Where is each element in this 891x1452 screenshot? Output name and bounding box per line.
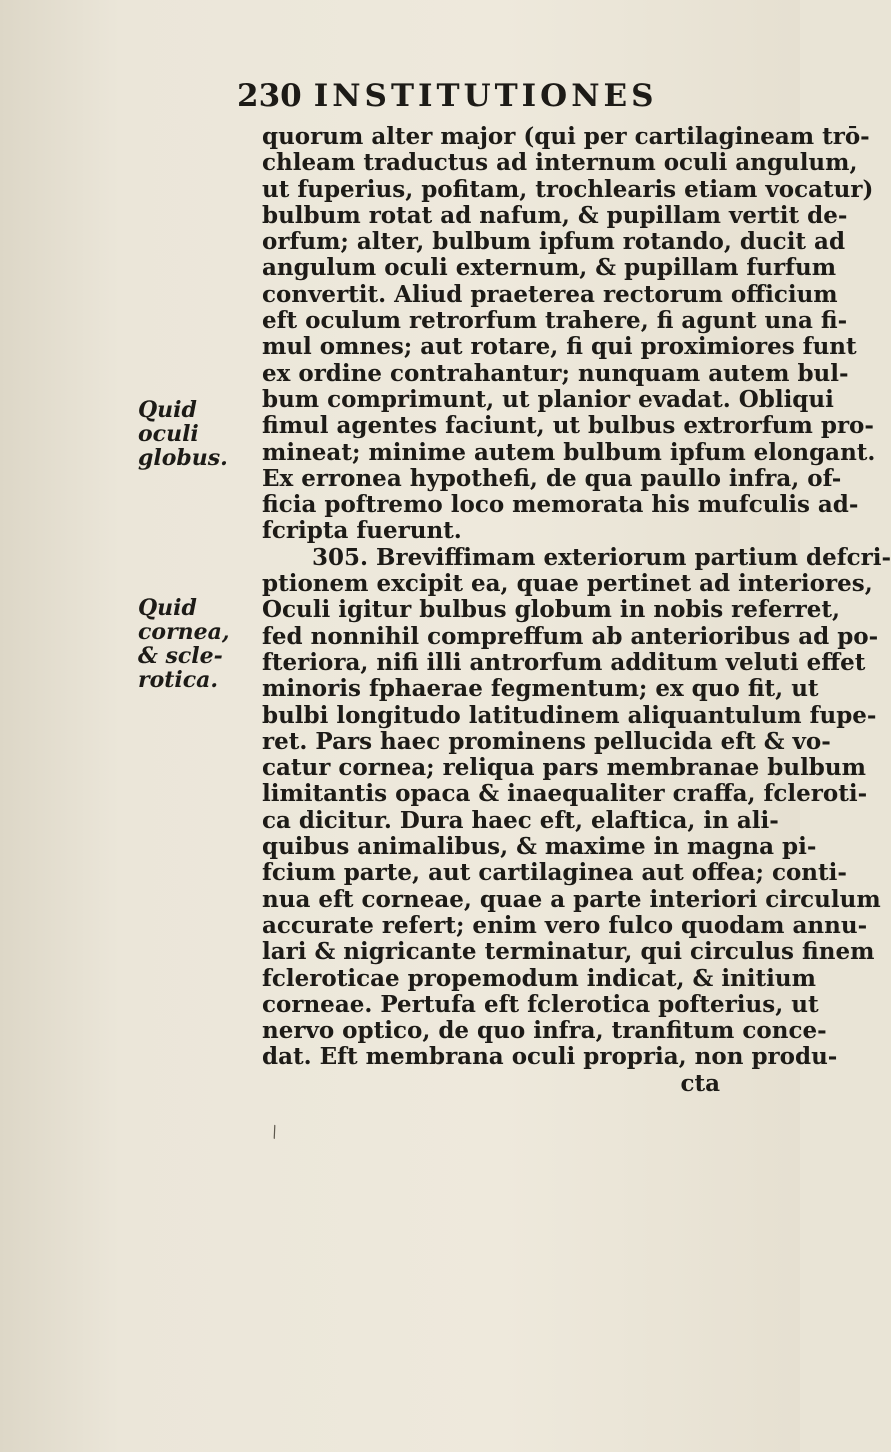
margin-note-line: oculi <box>138 421 199 447</box>
text-line: ptionem excipit ea, quae pertinet ad interiores, <box>262 570 873 598</box>
text-line: ut fuperius, pofitam, trochlearis etiam vocatur) <box>262 175 874 203</box>
main-text <box>262 123 891 1097</box>
text-line: ex ordine contrahantur; nunquam autem bul- <box>262 359 849 387</box>
catchword: cta <box>680 1069 720 1097</box>
page-mark: \ <box>268 1121 281 1142</box>
margin-note-line: Quid <box>138 397 197 423</box>
text-line: limitantis opaca & inaequaliter craffa, fcleroti- <box>262 780 868 808</box>
text-line: ret. Pars haec prominens pellucida eft & vo- <box>262 727 831 755</box>
text-line: convertit. Aliud praeterea rectorum officium <box>262 280 838 308</box>
text-line: mineat; minime autem bulbum ipfum elongant. <box>262 438 876 466</box>
margin-note-line: rotica. <box>138 667 219 693</box>
text-line: quorum alter major (qui per cartilagineam trō- <box>262 123 870 150</box>
text-line: angulum oculi externum, & pupillam furfum <box>262 254 837 282</box>
margin-note-line: globus. <box>138 445 228 471</box>
text-line: fed nonnihil compreffum ab anterioribus ad po- <box>262 622 879 650</box>
text-line: catur cornea; reliqua pars membranae bulbum <box>262 754 866 782</box>
margin-note-cornea-sclerotica <box>138 596 248 692</box>
margin-note-line: & scle- <box>138 643 223 669</box>
text-line: eft oculum retrorfum trahere, fi agunt una fi- <box>262 307 848 335</box>
text-line: ca dicitur. Dura haec eft, elaftica, in ali- <box>262 806 779 834</box>
text-line: quibus animalibus, & maxime in magna pi- <box>262 833 817 861</box>
text-line: ficia poftremo loco memorata his mufculis ad- <box>262 491 859 519</box>
page-header <box>237 78 658 114</box>
text-line: fimul agentes faciunt, ut bulbus extrorfum pro- <box>262 412 874 440</box>
section-305-start: 305. Breviffimam exteriorum partium defcri- <box>312 543 891 571</box>
text-line: nervo optico, de quo infra, tranfitum conce- <box>262 1017 827 1045</box>
text-line: fteriora, nifi illi antrorfum additum veluti effet <box>262 648 866 676</box>
margin-note-oculi-globus <box>138 398 248 470</box>
running-title: INSTITUTIONES <box>313 78 658 114</box>
page-number: 230 <box>237 78 302 114</box>
text-line: orfum; alter, bulbum ipfum rotando, ducit ad <box>262 228 846 256</box>
text-line: mul omnes; aut rotare, fi qui proximiores funt <box>262 333 857 361</box>
text-line: fcium parte, aut cartilaginea aut offea; conti- <box>262 859 847 887</box>
text-line: nua eft corneae, quae a parte interiori circulum <box>262 885 881 913</box>
text-line: chleam traductus ad internum oculi angulum, <box>262 149 858 177</box>
text-line: lari & nigricante terminatur, qui circulus finem <box>262 938 875 966</box>
text-line: bulbi longitudo latitudinem aliquantulum fupe- <box>262 701 877 729</box>
text-line: corneae. Pertufa eft fclerotica pofterius, ut <box>262 990 819 1018</box>
text-line: accurate refert; enim vero fulco quodam annu- <box>262 911 868 939</box>
text-line: minoris fphaerae fegmentum; ex quo fit, ut <box>262 675 819 703</box>
text-line: Ex erronea hypothefi, de qua paullo infra, of- <box>262 464 842 492</box>
text-line: bulbum rotat ad nafum, & pupillam vertit de- <box>262 201 848 229</box>
margin-note-line: Quid <box>138 595 197 621</box>
text-line: dat. Eft membrana oculi propria, non produ- <box>262 1043 838 1071</box>
margin-note-line: cornea, <box>138 619 230 645</box>
text-line: bum comprimunt, ut planior evadat. Obliqui <box>262 385 834 413</box>
text-line: Oculi igitur bulbus globum in nobis referret, <box>262 596 840 624</box>
text-line: fcleroticae propemodum indicat, & initium <box>262 964 816 992</box>
text-line: fcripta fuerunt. <box>262 517 462 545</box>
